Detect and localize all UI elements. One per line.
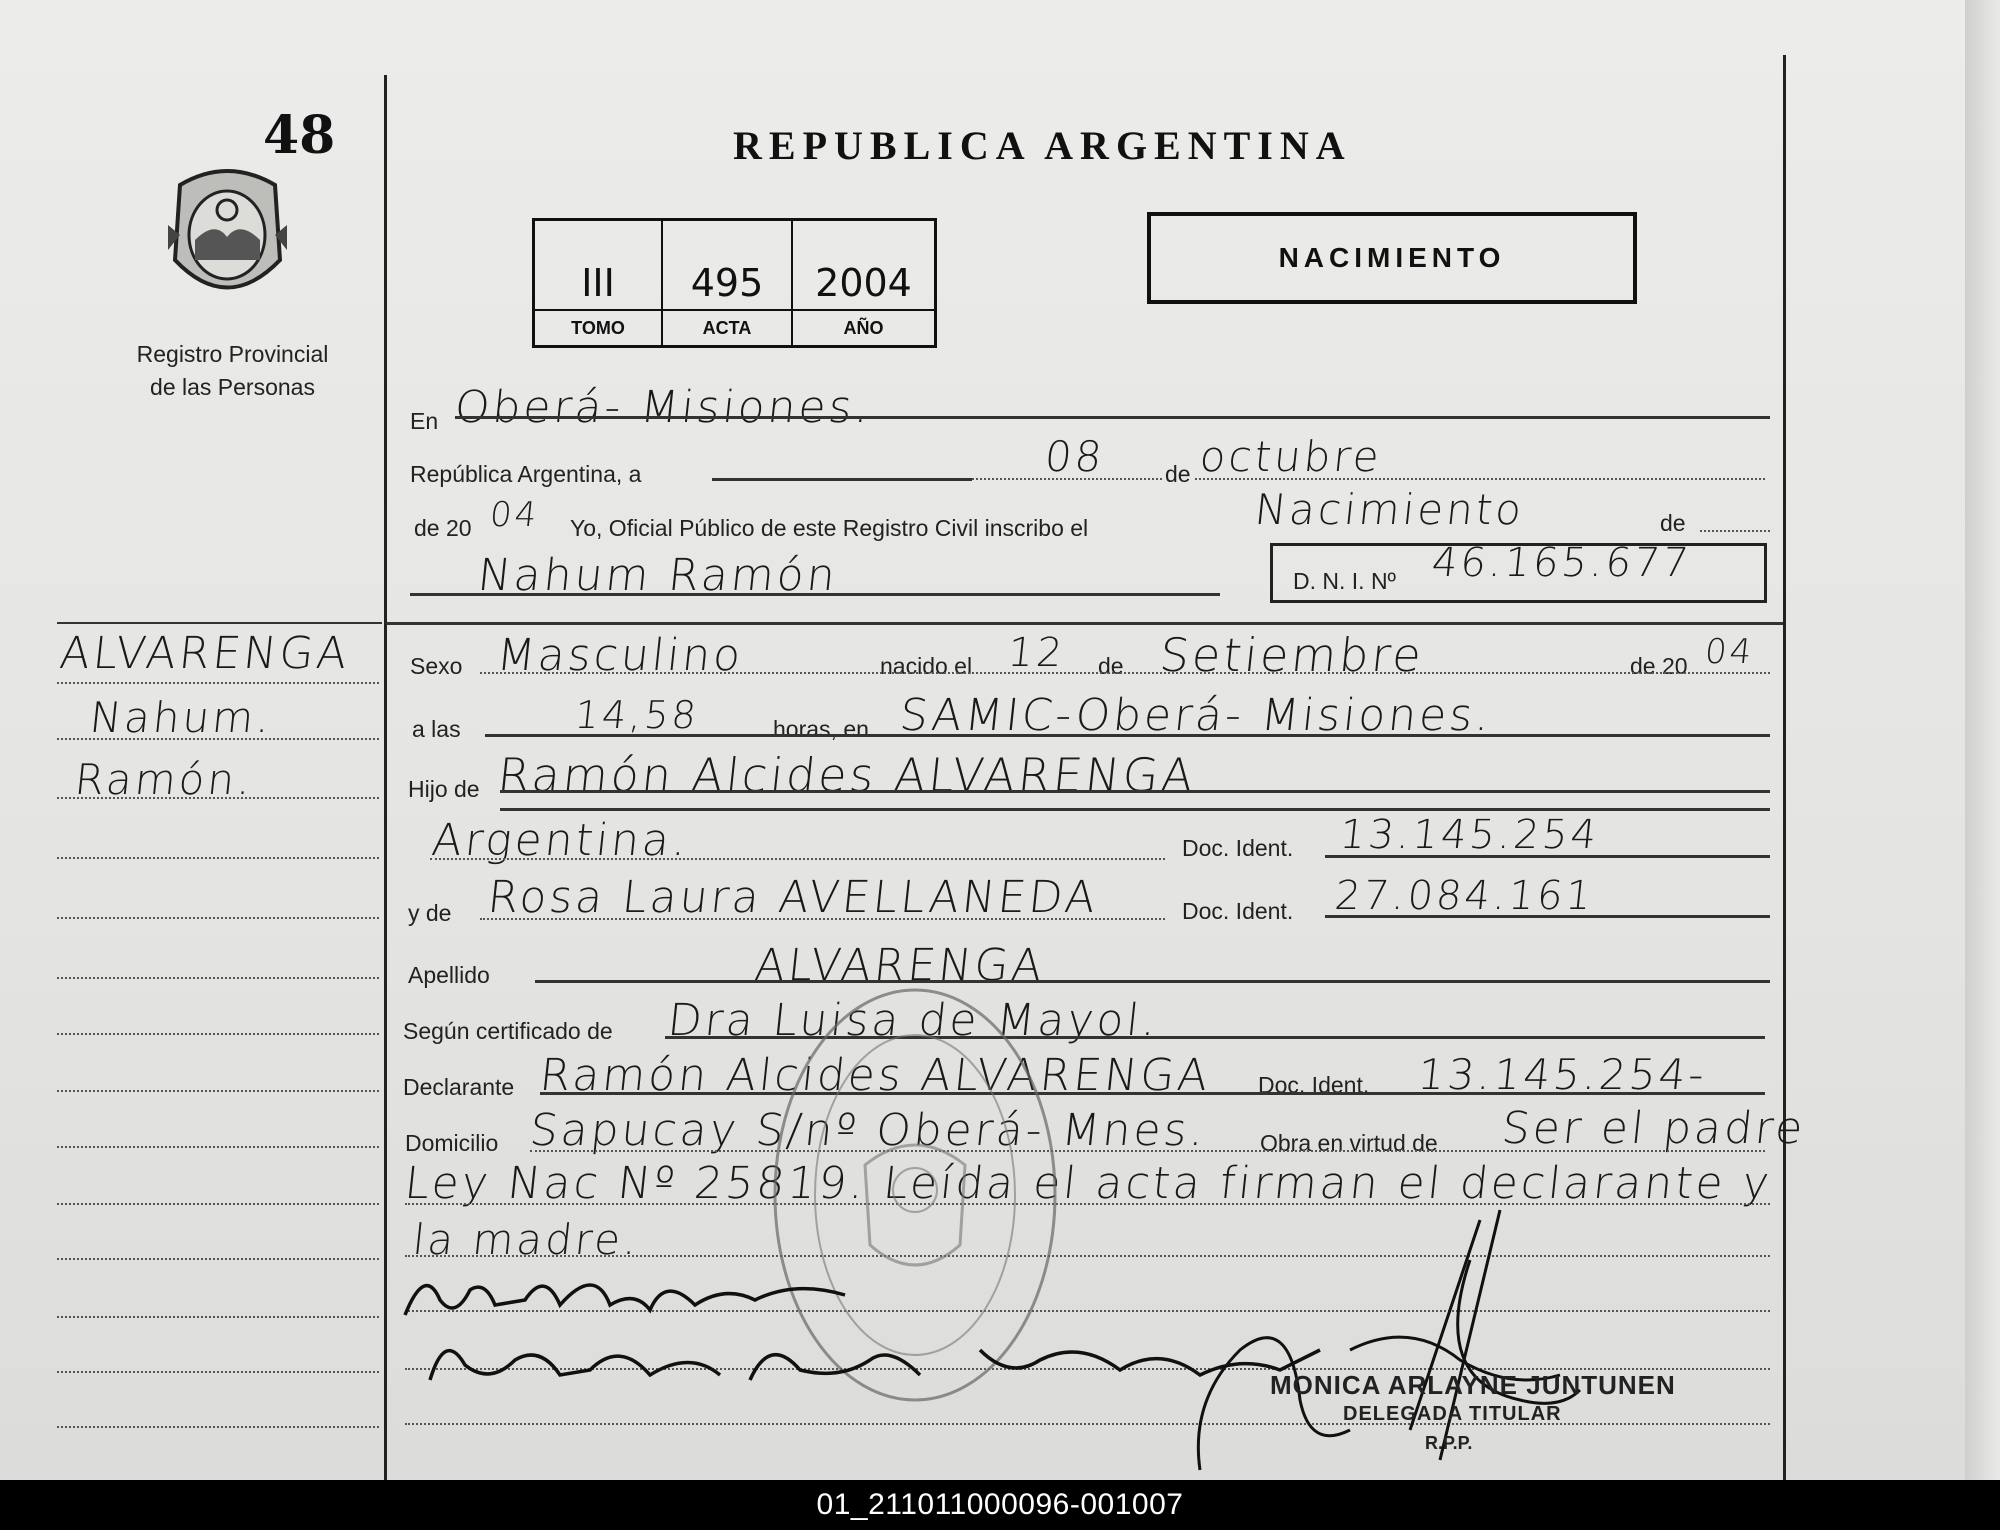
acta-cell [663, 221, 793, 345]
father-doc-line [1325, 855, 1770, 858]
mother-doc-label: Doc. Ident. [1182, 898, 1294, 924]
province-emblem-icon [160, 165, 295, 310]
en-line [455, 416, 1770, 419]
tomo-cell [535, 221, 663, 345]
en-value: Oberá- Misiones. [452, 382, 875, 433]
document-title: REPUBLICA ARGENTINA [733, 123, 1352, 168]
margin-rule [57, 1258, 379, 1260]
obra-value: Ser el padre [1499, 1103, 1809, 1154]
margin-rule [57, 1203, 379, 1205]
record-type-label: NACIMIENTO [1278, 242, 1506, 273]
father-doc-value: 13.145.254 [1337, 812, 1602, 858]
page-number: 48 [263, 105, 336, 166]
form-right-border [1783, 55, 1786, 1480]
mother-doc-line [1325, 915, 1770, 918]
record-number-box [532, 218, 937, 348]
tomo-label: TOMO [571, 318, 625, 338]
declarante-label: Declarante [403, 1074, 515, 1100]
domicilio-label: Domicilio [405, 1130, 499, 1156]
father-nat-line [430, 858, 1165, 860]
sexo-label: Sexo [410, 653, 463, 679]
declarante-doc-label: Doc. Ident. [1258, 1072, 1370, 1098]
year-prefix-2: de 20 [1630, 653, 1688, 679]
official-signature [1180, 1200, 1650, 1480]
y-de-label: y de [408, 900, 452, 926]
month-value: octubre [1197, 432, 1385, 481]
ano-value: 2004 [815, 261, 912, 305]
obra-label: Obra en virtud de [1260, 1130, 1438, 1156]
margin-rule [57, 857, 379, 859]
margin-rule [57, 1090, 379, 1092]
a-las-line [485, 734, 1770, 737]
registry-label-line1: Registro Provincial [136, 341, 329, 367]
mother-value: Rosa Laura AVELLANEDA [485, 872, 1101, 923]
margin-rule [57, 1316, 379, 1318]
segun-value: Dra Luisa de Mayol. [665, 995, 1162, 1046]
sexo-line [480, 672, 1770, 674]
year-value: 04 [487, 495, 542, 535]
inscribo-line [1700, 530, 1770, 532]
republica-line [712, 478, 972, 481]
margin-rule [57, 1146, 379, 1148]
margin-rule [57, 738, 379, 740]
nacido-label: nacido el [880, 653, 973, 679]
nacido-month: Setiembre [1157, 628, 1427, 682]
mother-line [480, 918, 1165, 920]
a-las-label: a las [412, 716, 461, 742]
declarante-doc-value: 13.145.254- [1415, 1050, 1710, 1099]
de-label-2: de [1660, 510, 1686, 536]
official-name: MONICA ARLAYNE JUNTUNEN [1270, 1370, 1676, 1400]
de-label: de [1165, 461, 1191, 487]
republica-label: República Argentina, a [410, 461, 642, 487]
acta-label: ACTA [702, 318, 752, 338]
day-line [972, 478, 1162, 480]
ano-cell [793, 221, 934, 345]
child-name-value: Nahum Ramón [475, 550, 841, 601]
margin-rule [57, 977, 379, 979]
tomo-value: III [581, 261, 615, 305]
day-value: 08 [1042, 432, 1108, 481]
horas-label: horas, en [773, 716, 869, 742]
page-edge [1965, 0, 2000, 1480]
apellido-value: ALVARENGA [752, 940, 1048, 991]
declarante-value: Ramón Alcides ALVARENGA [537, 1050, 1214, 1101]
nacido-day: 12 [1005, 630, 1068, 676]
lugar-value: SAMIC-Oberá- Misiones. [897, 690, 1495, 741]
margin-rule [57, 1371, 379, 1373]
registry-label-line2: de las Personas [150, 374, 315, 400]
dni-label: D. N. I. Nº [1293, 568, 1396, 594]
father-line [500, 790, 1770, 793]
segun-label: Según certificado de [403, 1018, 613, 1044]
margin-rule [57, 682, 379, 684]
hora-value: 14,58 [572, 693, 702, 737]
document-footer-id: 01_211011000096-001007 [0, 1480, 2000, 1530]
apellido-label: Apellido [408, 962, 490, 988]
margin-rule [57, 1033, 379, 1035]
margin-rule [57, 917, 379, 919]
dni-value: 46.165.677 [1429, 540, 1694, 586]
apellido-line [535, 980, 1770, 983]
father-line-2 [500, 808, 1770, 811]
acta-value: 495 [690, 261, 764, 305]
father-value: Ramón Alcides ALVARENGA [495, 748, 1199, 802]
mother-doc-value: 27.084.161 [1332, 873, 1597, 919]
margin-divider-line [384, 75, 387, 1480]
margin-top-rule [57, 622, 382, 624]
hijo-label: Hijo de [408, 776, 480, 802]
father-nationality: Argentina. [429, 815, 692, 866]
domicilio-value: Sapucay S/nº Oberá- Mnes. [527, 1105, 1210, 1156]
official-sub: R.P.P. [1425, 1433, 1473, 1453]
month-line [1195, 478, 1765, 480]
margin-given-name-2: Ramón. [72, 755, 257, 804]
child-name-line [410, 593, 1220, 596]
en-label: En [410, 408, 439, 434]
inscribo-label: Yo, Oficial Público de este Registro Civil inscribo el [570, 515, 1089, 541]
declarante-line [540, 1092, 1765, 1095]
official-role: DELEGADA TITULAR [1343, 1403, 1562, 1425]
margin-rule [57, 797, 379, 799]
margin-given-name-1: Nahum. [87, 693, 276, 742]
year-prefix: de 20 [414, 515, 472, 541]
ano-label: AÑO [843, 318, 884, 338]
sexo-value: Masculino [494, 630, 746, 681]
form-separator [386, 622, 1783, 625]
nacido-year: 04 [1702, 632, 1757, 672]
note-line-2: la madre. [410, 1215, 643, 1264]
inscribo-value: Nacimiento [1252, 485, 1527, 534]
de-label-3: de [1098, 653, 1124, 679]
note-line-1: Ley Nac Nº 25819. Leída el acta firman el declarante y [402, 1158, 1775, 1209]
record-type-box [1147, 212, 1637, 304]
registry-label [100, 338, 365, 404]
domicilio-line [530, 1150, 1765, 1152]
margin-surname: ALVARENGA [57, 628, 353, 679]
father-doc-label: Doc. Ident. [1182, 835, 1294, 861]
margin-rule [57, 1426, 379, 1428]
